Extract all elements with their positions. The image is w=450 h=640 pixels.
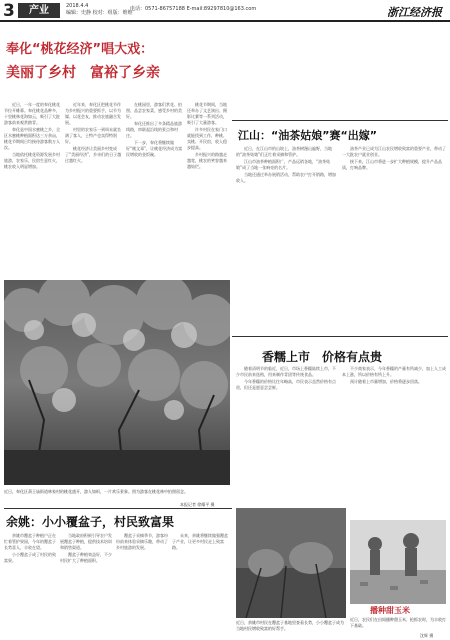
bottom-col-4 [172, 533, 230, 638]
lead-para: 桃花节期间，当地还举办了文艺演出、摄影比赛等一系列活动，吸引了大量游客。 [187, 102, 227, 125]
mid-col-1 [236, 366, 338, 496]
mid-para: 随着清明节的临近，近日，市场上香糯陆续上市，不少市民前来选购，用来制作青团等传统食品。 [236, 366, 336, 377]
bottom-para: 小小覆盆子成了村民的致富果。 [4, 552, 56, 563]
right-box-top-rule [232, 120, 448, 121]
lead-para: 奉化还推出了多条精品旅游线路，串联起沿线的景点和村庄。 [126, 121, 182, 138]
bottom-col-2 [60, 533, 113, 638]
editors: 编辑：史静 校对：组版：维维 [66, 10, 133, 16]
inset-title: 播种甜玉米 [370, 606, 410, 615]
right-para: 油茶产业已成为江山农民增收致富的重要产业，带动了一大批农户就业创业。 [342, 146, 446, 157]
contact-info: 电话：0571-86757188 E-mail:89297810@163.com [130, 6, 257, 12]
paper-name: 浙江经济报 [387, 6, 442, 19]
right-box-bottom-rule [232, 336, 448, 337]
bottom-story-rule [4, 508, 232, 509]
mid-para: 不少商家表示，今年香糯的产量有所减少，加上人工成本上涨，所以价格有所上升。 [342, 366, 446, 377]
inset-caption: 近日，农民们在田间播种甜玉米，抢抓农时，为丰收打下基础。 [350, 617, 446, 628]
lead-para: 桃花经济让美丽乡村变成了“美丽经济”，乡亲们的日子越过越红火。 [65, 146, 122, 163]
issue-date: 2018.4.4 [66, 3, 89, 9]
lead-photo-caption: 近日，奉化区萧王庙街道林家村的桃花盛开，游人如织，一片欢乐景象。图为游客在桃花林中拍照留念。 [4, 489, 188, 494]
lead-photo-credit: 本报记者 徐耀平 摄 [180, 502, 215, 507]
raspberry-image [236, 508, 346, 618]
mid-para: 预计随着上市量增加，价格将逐步回落。 [350, 379, 422, 384]
sweet-corn-photo [350, 520, 446, 604]
right-box-col-2 [342, 146, 446, 331]
lead-para: 当地依托桃花资源发展乡村旅游，农家乐、民宿生意红火，桃农收入明显增加。 [4, 152, 60, 169]
lead-col-2 [65, 102, 122, 276]
lead-col-3 [126, 102, 183, 276]
lead-para: 近日，一年一度的奉化桃花节拉开帷幕。奉化桃花品种多，十里桃林花海如云，吸引了大批游客前来观赏踏青。 [4, 102, 60, 125]
section-tag: 产业 [18, 3, 60, 18]
right-para: 近日，在江山市的山坡上，油茶树漫山遍野，当地的“油茶姑娘”们正忙着采摘和管护。 [236, 146, 332, 157]
lead-para: 乡村振兴的路越走越宽，桃农的笑容越来越灿烂。 [187, 152, 227, 169]
mid-col-2 [342, 366, 446, 496]
lead-para: 村里的农家乐一到周末就坐满了客人，土特产也卖得特别好。 [65, 127, 121, 144]
bottom-col-1 [4, 533, 57, 638]
bottom-col-3 [116, 533, 169, 638]
raspberry-photo [236, 508, 346, 618]
mid-headline: 香糯上市 价格有点贵 [262, 350, 383, 364]
lead-para: 近年来，奉化区把桃花节作为乡村振兴的重要抓手，以节为媒、以花会友，推动农旅融合发展。 [65, 102, 121, 125]
page-number: 3 [3, 1, 15, 21]
lead-headline-line2: 美丽了乡村 富裕了乡亲 [6, 65, 160, 81]
bottom-headline: 余姚：小小覆盆子，村民致富果 [6, 515, 175, 529]
mid-para: 今年香糯的价格比往年略高，市民表示虽然价格有点贵，但还是愿意尝尝鲜。 [236, 379, 336, 390]
inset-credit: 沈辉 摄 [420, 633, 434, 638]
right-para: 江山市油茶种植面积广，产品远销各地，“油茶姑娘”成了当地一张响亮的名片。 [236, 159, 331, 170]
raspberry-photo-caption: 近日，余姚市村民在覆盆子基地里查看长势，小小覆盆子成为当地村民增收致富的好帮手。 [236, 620, 344, 631]
lead-para: 奉化是中国水蜜桃之乡，全区水蜜桃种植面积达三万余亩，桃花节期间日均接待游客数万人次。 [4, 127, 60, 150]
lead-para: 下一步，奉化将继续做好“桃文章”，让桃花经济成为富民增收的金饭碗。 [126, 140, 183, 157]
sweet-corn-image [350, 520, 446, 604]
right-box-col-1 [236, 146, 338, 331]
right-box-headline: 江山：“油茶姑娘”赛“出嫁” [238, 129, 377, 142]
bottom-para: 覆盆子种植效益好，不少村民扩大了种植面积。 [60, 552, 112, 563]
peach-blossom-image [4, 280, 230, 485]
bottom-para: 余姚市覆盆子种植户正在忙着管护果园，今年的覆盆子长势喜人，丰收在望。 [4, 533, 56, 550]
masthead [0, 0, 450, 22]
lead-para: 许多村民在家门口就能找到工作，种桃、卖桃、开民宿，收入稳步提高。 [187, 127, 227, 150]
lead-para: 在桃园里，游客们赏花、拍照、品尝农家菜，感受乡村的美好。 [126, 102, 182, 119]
masthead-info [66, 3, 133, 17]
lead-col-1 [4, 102, 61, 276]
lead-headline-line1: 奉化“桃花经济”唱大戏： [6, 42, 154, 57]
lead-col-4 [187, 102, 229, 276]
right-para: 接下来，江山市将进一步扩大种植规模，提升产品品质，打响品牌。 [342, 159, 442, 170]
bottom-para: 覆盆子采摘季节，游客纷纷前来体验采摘乐趣，带动了乡村旅游的发展。 [116, 533, 168, 550]
bottom-para: 当地政府积极引导农户发展覆盆子种植，提供技术培训和销售渠道。 [60, 533, 112, 550]
bottom-para: 未来，余姚将继续做强覆盆子产业，让更多村民走上致富路。 [172, 533, 228, 550]
right-para: 当地还通过举办展销活动，帮助农户打开销路，增加收入。 [236, 172, 336, 183]
peach-blossom-photo [4, 280, 230, 485]
